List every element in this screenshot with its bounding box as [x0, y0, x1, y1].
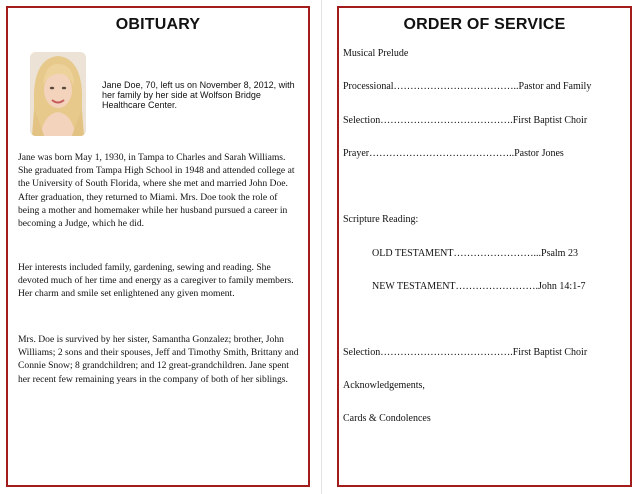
portrait-photo	[30, 52, 86, 136]
service-item-selection: Selection………………………………….First Baptist Choir	[343, 115, 588, 126]
service-item-scripture-reading: Scripture Reading:	[343, 214, 419, 225]
service-item-prayer: Prayer……………………………………..Pastor Jones	[343, 148, 564, 159]
obituary-intro: Jane Doe, 70, left us on November 8, 2012, with her family by her side at Wolfson Bridge Healthcare Center.	[102, 80, 295, 110]
service-item-processional: Processional………………………………..Pastor and Family	[343, 81, 592, 92]
order-of-service-panel	[337, 6, 632, 487]
service-item-musical-prelude: Musical Prelude	[343, 48, 409, 59]
obituary-title: OBITUARY	[115, 16, 201, 33]
obituary-paragraph: Her interests included family, gardening, sewing and reading. She devoted much of her time and energy as a caregiver to family members. Her charm and smile set enlightened any given moment.	[18, 262, 294, 300]
service-item-selection-closing: Selection………………………………….First Baptist Choir	[343, 347, 588, 358]
order-of-service-title: ORDER OF SERVICE	[403, 16, 566, 33]
service-item-cards-condolences: Cards & Condolences	[343, 413, 431, 424]
service-item-old-testament: OLD TESTAMENT……………………...Psalm 23	[372, 248, 578, 259]
service-item-acknowledgements: Acknowledgements,	[343, 380, 425, 391]
service-item-new-testament: NEW TESTAMENT…………………….John 14:1-7	[372, 281, 586, 292]
obituary-paragraph: Mrs. Doe is survived by her sister, Samantha Gonzalez; brother, John Williams; 2 sons and their spouses, Jeff and Timothy Smith, Brittany and Connie Snow; 8 grandchildren; and 12 great-grandchildren. Jane spent her recent few remaining years in the company of both of her siblings.	[18, 334, 299, 385]
page-fold-divider	[321, 0, 322, 494]
obituary-panel	[6, 6, 310, 487]
obituary-paragraph: Jane was born May 1, 1930, in Tampa to Charles and Sarah Williams. She graduated from Tampa High School in 1948 and attended college at the University of South Florida, where she met and married John Doe. After graduation, they returned to Miami. Mrs. Doe took the role of being a mother and homemaker while her husband pursued a career in becoming a Judge, which he did.	[18, 152, 295, 230]
